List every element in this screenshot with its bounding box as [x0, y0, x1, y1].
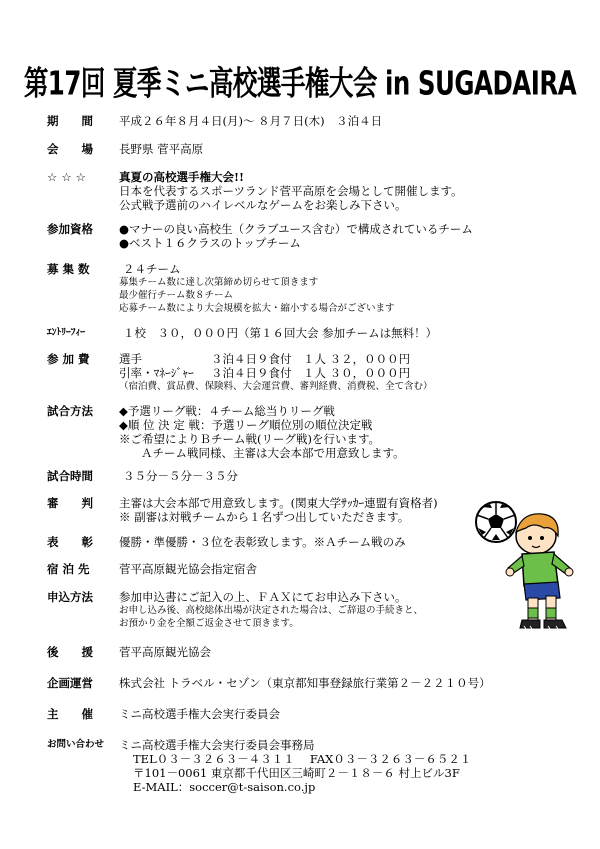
- soccer-player-illustration: [462, 488, 582, 638]
- fee-player-line: [119, 352, 569, 366]
- fee-staff-price: ３泊４日９食付 １人 ３０，０００円: [211, 366, 411, 380]
- intro-line: 日本を代表するスポーツランド菅平高原を会場として開催します。: [119, 184, 463, 198]
- label-apply: 申込方法: [47, 590, 93, 604]
- label-planning: 企画運営: [47, 676, 93, 690]
- support-text: 菅平高原観光協会: [119, 645, 211, 659]
- player-body: [506, 552, 573, 600]
- label-venue: 会 場: [47, 142, 93, 156]
- fee-note: （宿泊費、賞品費、保険料、大会運営費、審判経費、消費税、全て含む）: [119, 381, 433, 392]
- fee-staff-label: 引率・ﾏﾈｰｼﾞｬｰ: [119, 366, 194, 380]
- eligibility-line: ●ベスト１６クラスのトップチーム: [119, 236, 301, 250]
- award-text: 優勝・準優勝・３位を表彰致します。※Ａチーム戦のみ: [119, 535, 406, 549]
- eligibility-line: ●マナーの良い高校生（クラブユース含む）で構成されているチーム: [119, 222, 473, 236]
- label-period: 期 間: [47, 114, 93, 128]
- player-head: [516, 514, 558, 554]
- referee-line: 主審は大会本部で用意致します。(関東大学ｻｯｶｰ連盟有資格者): [119, 496, 438, 510]
- label-host: 主 催: [47, 707, 93, 721]
- recruit-note: 応募チーム数により大会規模を拡大・縮小する場合がございます: [119, 303, 395, 314]
- label-award: 表 彰: [47, 535, 93, 549]
- player-legs: [520, 596, 566, 629]
- venue-text: 長野県 菅平高原: [119, 142, 204, 156]
- referee-line: ※ 副審は対戦チームから１名ずつ出していただきます。: [119, 510, 410, 524]
- label-lodging: 宿 泊 先: [47, 562, 90, 576]
- recruit-main: ２４チーム: [123, 262, 181, 276]
- label-referee: 審 判: [47, 496, 93, 510]
- soccer-ball-icon: [476, 502, 516, 542]
- label-match-time: 試合時間: [47, 469, 93, 483]
- match-time-text: ３５分－５分－３５分: [123, 469, 238, 483]
- intro-line: 公式戦予選前のハイレベルなゲームをお楽しみ下さい。: [119, 198, 407, 212]
- apply-note: お申し込み後、高校総体出場が決定された場合は、ご辞退の手続きと、: [119, 605, 424, 616]
- apply-main: 参加申込書にご記入の上、ＦＡＸにてお申込み下さい。: [119, 590, 407, 604]
- contact-phone-fax: TEL０３－３２６３－４３１１ FAX０３－３２６３－６５２１: [133, 752, 472, 766]
- label-entry-fee: ｴﾝﾄﾘｰﾌｨｰ: [47, 327, 86, 338]
- format-line: Ａチーム戦同様、主審は大会本部で用意致します。: [141, 446, 405, 460]
- fee-player-price: ３泊４日９食付 １人 ３２，０００円: [211, 352, 411, 366]
- contact-email: E-MAIL：soccer@t-saison.co.jp: [133, 780, 316, 794]
- fee-player-label: 選手: [119, 352, 142, 366]
- label-eligibility: 参加資格: [47, 222, 93, 236]
- contact-address: 〒101－0061 東京都千代田区三崎町２－１８－６ 村上ビル3F: [133, 766, 460, 780]
- period-text: 平成２６年８月４日(月)～ ８月７日(木) ３泊４日: [119, 114, 383, 128]
- label-recruit: 募 集 数: [47, 262, 90, 276]
- fee-staff-line: [119, 366, 569, 380]
- label-support: 後 援: [47, 645, 93, 659]
- recruit-note: 最少催行チーム数８チーム: [119, 290, 234, 301]
- recruit-note: 募集チーム数に達し次第締め切らせて頂きます: [119, 277, 319, 288]
- label-fee: 参 加 費: [47, 352, 90, 366]
- label-format: 試合方法: [47, 404, 93, 418]
- page-title: 第17回 夏季ミニ高校選手権大会 in SUGADAIRA: [23, 63, 577, 103]
- label-intro: ☆ ☆ ☆: [47, 170, 86, 184]
- apply-note: お預かり金を全額ご返金させて頂きます。: [119, 618, 299, 629]
- planning-text: 株式会社 トラベル・セゾン（東京都知事登録旅行業第２－２２１０号）: [119, 676, 491, 690]
- label-contact: お問い合わせ: [47, 739, 105, 750]
- entry-fee-text: １校 ３０，０００円（第１６回大会 参加チームは無料！）: [123, 326, 438, 340]
- format-line: ※ご希望によりＢチーム戦(リーグ戦)を行います。: [119, 432, 381, 446]
- host-text: ミニ高校選手権大会実行委員会: [119, 707, 280, 721]
- format-line: ◆予選リーグ戦：４チーム総当りリーグ戦: [119, 404, 335, 418]
- format-line: ◆順 位 決 定 戦：予選リーグ順位別の順位決定戦: [119, 418, 373, 432]
- contact-office: ミニ高校選手権大会実行委員会事務局: [119, 738, 315, 752]
- intro-line: 真夏の高校選手権大会!!: [119, 170, 245, 184]
- lodging-text: 菅平高原観光協会指定宿舎: [119, 562, 257, 576]
